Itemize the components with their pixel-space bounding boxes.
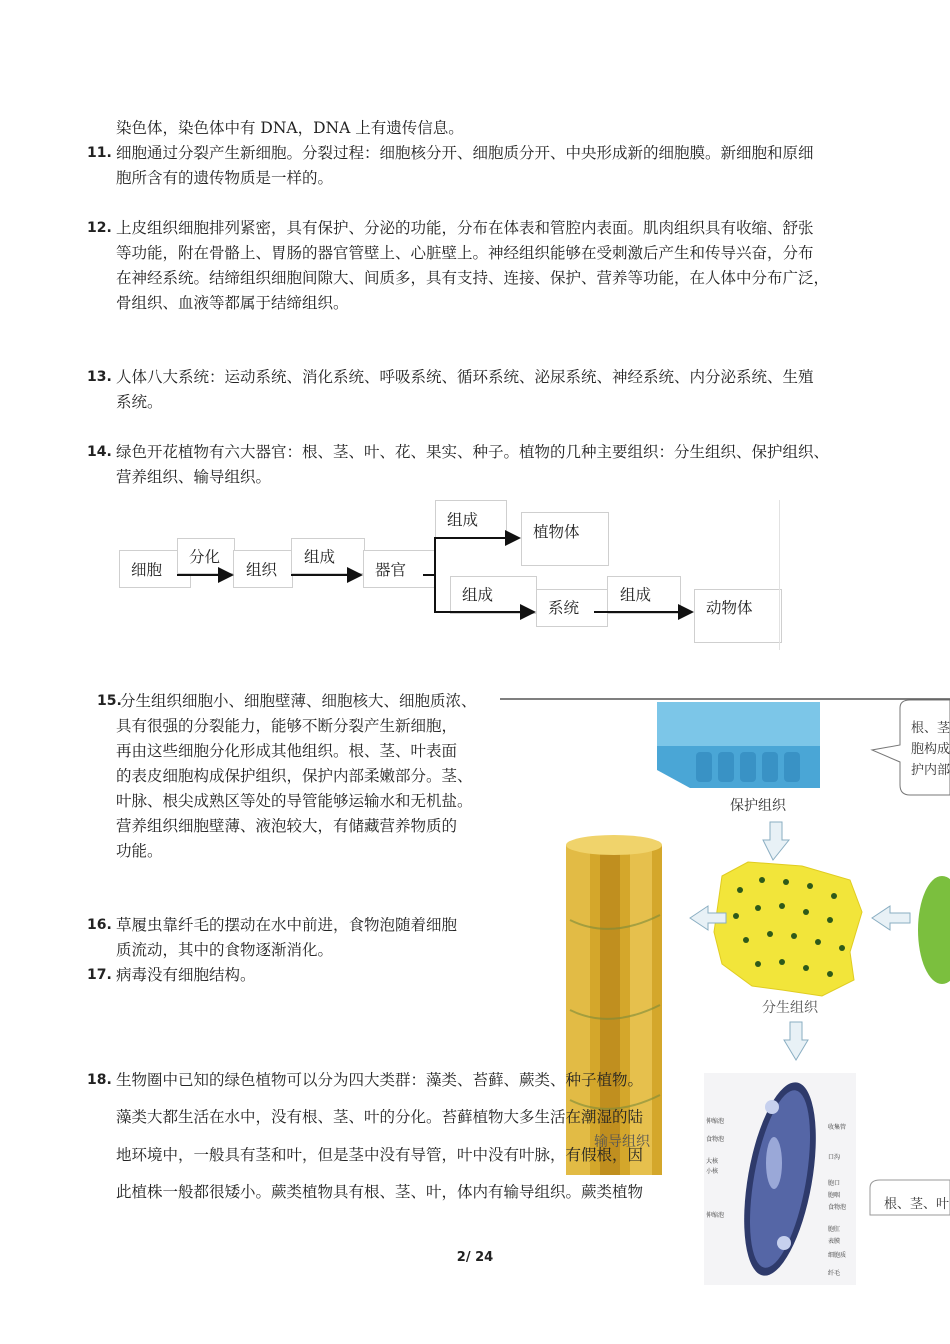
item-16-line: 草履虫靠纤毛的摆动在水中前进，食物泡随着细胞 (116, 916, 458, 934)
flow-arrows (0, 0, 950, 660)
flow-label-differentiate: 分化 (189, 548, 221, 566)
paramecium-label: 细胞质 (828, 1252, 847, 1259)
item-15-line: 的表皮细胞构成保护组织，保护内部柔嫩部分。茎、 (116, 767, 473, 785)
paramecium-label: 伸缩泡 (706, 1118, 725, 1125)
flow-label-compose: 组成 (304, 548, 336, 566)
flow-label-compose-bottom: 组成 (462, 586, 494, 604)
item-15-line: 叶脉、根尖成熟区等处的导管能够运输水和无机盐。 (116, 792, 473, 810)
protective-tissue-label: 保护组织 (730, 798, 786, 814)
conductive-tissue-label: 输导组织 (594, 1134, 650, 1150)
item-18-line: 此植株一般都很矮小。蕨类植物具有根、茎、叶，体内有输导组织。蕨类植物 (116, 1183, 644, 1201)
flow-label-system: 系统 (548, 599, 580, 617)
item-number-14: 14. (87, 444, 112, 460)
paramecium-label: 表膜 (828, 1238, 841, 1245)
item-number-15: 15. (97, 693, 122, 709)
callout-top-line: 胞构成 (911, 742, 950, 757)
item-15-line: 功能。 (116, 842, 163, 860)
item-11-line: 胞所含有的遗传物质是一样的。 (116, 169, 334, 187)
callout-top-line: 根、茎 (911, 721, 950, 736)
paramecium-label: 口沟 (828, 1154, 841, 1161)
item-17-line: 病毒没有细胞结构。 (116, 966, 256, 984)
item-15-line: 分生组织细胞小、细胞壁薄、细胞核大、细胞质浓、 (120, 692, 477, 710)
flow-label-animal: 动物体 (706, 599, 753, 617)
item-number-12: 12. (87, 220, 112, 236)
item-14-line: 营养组织、输导组织。 (116, 468, 272, 486)
paramecium-label: 食物泡 (828, 1204, 847, 1211)
item-18-line: 藻类大都生活在水中，没有根、茎、叶的分化。苔藓植物大多生活在潮湿的陆 (116, 1108, 644, 1126)
item-number-17: 17. (87, 967, 112, 983)
arrow-right-icon (872, 906, 910, 930)
paramecium-label: 胞咽 (828, 1192, 841, 1199)
paragraph-10-tail: 染色体，染色体中有 DNA，DNA 上有遗传信息。 (116, 119, 464, 137)
item-13-line: 系统。 (116, 393, 163, 411)
item-15-line: 具有很强的分裂能力，能够不断分裂产生新细胞， (116, 717, 458, 735)
protective-tissue-illustration (657, 702, 820, 788)
callout-top-line: 护内部 (911, 763, 950, 778)
paramecium-label: 纤毛 (828, 1270, 841, 1277)
flow-label-organ: 器官 (375, 561, 407, 579)
item-11-line: 细胞通过分裂产生新细胞。分裂过程：细胞核分开、细胞质分开、中央形成新的细胞膜。新细胞和原细 (116, 144, 814, 162)
item-12-line: 在神经系统。结缔组织细胞间隙大、间质多，具有支持、连接、保护、营养等功能，在人体中分布广泛， (116, 269, 830, 287)
flow-label-cell: 细胞 (131, 561, 163, 579)
nutritive-tissue-illustration (918, 876, 950, 984)
flow-label-compose-right: 组成 (620, 586, 652, 604)
item-number-18: 18. (87, 1072, 112, 1088)
paramecium-label: 伸缩泡 (706, 1212, 725, 1219)
paramecium-label: 胞口 (828, 1180, 841, 1187)
item-13-line: 人体八大系统：运动系统、消化系统、呼吸系统、循环系统、泌尿系统、神经系统、内分泌系统、生殖 (116, 368, 814, 386)
paramecium-label: 胞肛 (828, 1226, 841, 1233)
item-number-11: 11. (87, 145, 112, 161)
item-18-line: 生物圈中已知的绿色植物可以分为四大类群：藻类、苔藓、蕨类、种子植物。 (116, 1071, 644, 1089)
item-number-13: 13. (87, 369, 112, 385)
arrow-up-icon (763, 822, 789, 860)
callout-bottom-text: 根、茎、叶 (884, 1197, 950, 1212)
paramecium-label: 收集管 (828, 1124, 847, 1131)
flow-label-compose-top: 组成 (447, 511, 479, 529)
paramecium-label: 食物泡 (706, 1136, 725, 1143)
arrow-down-icon (784, 1022, 808, 1060)
item-15-line: 营养组织细胞壁薄、液泡较大，有储藏营养物质的 (116, 817, 458, 835)
item-16-line: 质流动，其中的食物逐渐消化。 (116, 941, 334, 959)
item-18-line: 地环境中，一般具有茎和叶，但是茎中没有导管，叶中没有叶脉，有假根，因 (116, 1146, 644, 1164)
paramecium-label: 大核 (706, 1158, 719, 1165)
flow-label-plant: 植物体 (533, 523, 580, 541)
item-12-line: 骨组织、血液等都属于结缔组织。 (116, 294, 349, 312)
item-15-line: 再由这些细胞分化形成其他组织。根、茎、叶表面 (116, 742, 458, 760)
item-number-16: 16. (87, 917, 112, 933)
meristem-label: 分生组织 (762, 1000, 818, 1016)
paramecium-label: 小核 (706, 1168, 719, 1175)
item-12-line: 等功能，附在骨骼上、胃肠的器官管壁上、心脏壁上。神经组织能够在受刺激后产生和传导兴奋，分布 (116, 244, 814, 262)
meristem-illustration (714, 862, 862, 996)
page-number: 2/ 24 (456, 1250, 494, 1265)
flow-label-tissue: 组织 (246, 561, 278, 579)
item-12-line: 上皮组织细胞排列紧密，具有保护、分泌的功能，分布在体表和管腔内表面。肌肉组织具有收缩、舒张 (116, 219, 814, 237)
item-14-line: 绿色开花植物有六大器官：根、茎、叶、花、果实、种子。植物的几种主要组织：分生组织、保护组织、 (116, 443, 830, 461)
